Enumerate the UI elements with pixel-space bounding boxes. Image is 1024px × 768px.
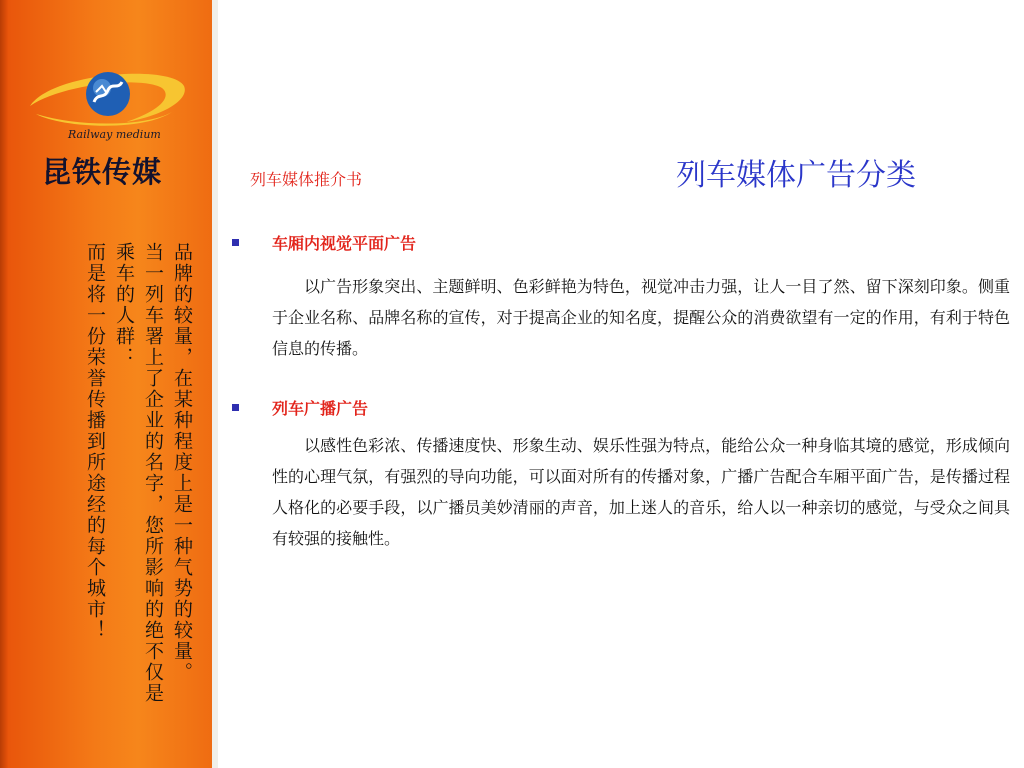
square-bullet-icon bbox=[232, 404, 239, 411]
section-head bbox=[232, 231, 1012, 261]
page-title: 列车媒体广告分类 bbox=[676, 158, 916, 193]
brand-logo bbox=[22, 62, 202, 154]
section-print-ads bbox=[232, 231, 1012, 364]
sidebar bbox=[0, 0, 212, 768]
logo-tagline: Railway medium bbox=[68, 128, 161, 141]
slogan-line: 当一列车署上了企业的名字，您所影响的绝不仅是 bbox=[142, 242, 164, 704]
slogan-line: 品牌的较量，在某种程度上是一种气势的较量。 bbox=[171, 242, 193, 683]
slogan-line: 而是将一份荣誉传播到所途经的每个城市！ bbox=[84, 242, 106, 641]
square-bullet-icon bbox=[232, 239, 239, 246]
sidebar-divider bbox=[212, 0, 218, 768]
section-title: 列车广播广告 bbox=[272, 399, 369, 418]
slogan-line: 乘车的人群： bbox=[113, 242, 135, 368]
section-broadcast-ads bbox=[232, 396, 1012, 554]
section-head bbox=[232, 396, 1012, 426]
sidebar-edge bbox=[0, 0, 8, 768]
section-title: 车厢内视觉平面广告 bbox=[272, 234, 417, 253]
section-body: 以感性色彩浓、传播速度快、形象生动、娱乐性强为特点，能给公众一种身临其境的感觉，形成倾向性的心理气氛，有强烈的导向功能，可以面对所有的传播对象，广播广告配合车厢平面广告，是传播过程人格化的必要手段，以广播员美妙清丽的声音，加上迷人的音乐，给人以一种亲切的感觉，与受众之间具有较强的接触性。 bbox=[272, 436, 1010, 548]
document-label: 列车媒体推介书 bbox=[250, 170, 363, 189]
brand-name: 昆铁传媒 bbox=[42, 155, 163, 189]
section-body: 以广告形象突出、主题鲜明、色彩鲜艳为特色，视觉冲击力强，让人一目了然、留下深刻印象。侧重于企业名称、品牌名称的宣传，对于提高企业的知名度，提醒公众的消费欲望有一定的作用，有利于特色信息的传播。 bbox=[272, 277, 1010, 358]
vertical-slogan bbox=[72, 242, 196, 762]
